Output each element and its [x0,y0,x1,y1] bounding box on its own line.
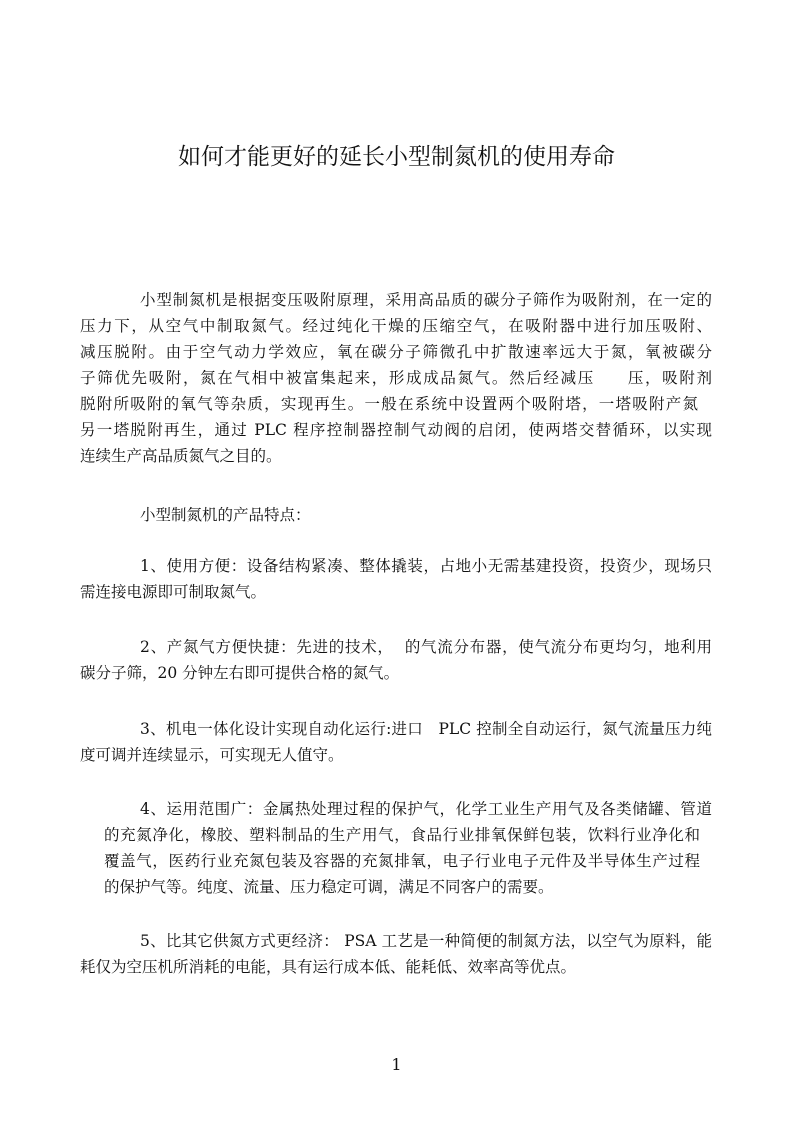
feature-line: 的保护气等。纯度、流量、压力稳定可调，满足不同客户的需要。 [104,878,554,896]
intro-line: 减压脱附。由于空气动力学效应，氧在碳分子筛微孔中扩散速率远大于氮，氧被碳分 [80,343,712,361]
intro-line: 小型制氮机是根据变压吸附原理，采用高品质的碳分子筛作为吸附剂，在一定的 [140,291,712,309]
feature-item-5 [80,928,712,980]
document-title: 如何才能更好的延长小型制氮机的使用寿命 [178,144,615,170]
page-number: 1 [391,1055,402,1074]
intro-line: 另一塔脱附再生，通过 PLC 程序控制器控制气动阀的启闭，使两塔交替循环，以实现 [80,421,712,439]
feature-item-2 [80,634,712,686]
features-heading: 小型制氮机的产品特点： [140,506,311,524]
feature-line: 1、使用方便：设备结构紧凑、整体撬装，占地小无需基建投资，投资少，现场只 [140,557,712,575]
intro-line: 子筛优先吸附，氮在气相中被富集起来，形成成品氮气。然后经减压 压，吸附剂 [80,369,712,387]
feature-line: 覆盖气，医药行业充氮包装及容器的充氮排氧，电子行业电子元件及半导体生产过程 [104,852,700,870]
feature-line: 度可调并连续显示，可实现无人值守。 [80,746,344,764]
intro-line: 压力下，从空气中制取氮气。经过纯化干燥的压缩空气，在吸附器中进行加压吸附、 [80,317,712,335]
feature-line: 碳分子筛，20 分钟左右即可提供合格的氮气。 [80,664,400,682]
feature-item-4 [80,796,712,900]
feature-line: 需连接电源即可制取氮气。 [80,583,267,601]
feature-line: 4、运用范围广：金属热处理过程的保护气，化学工业生产用气及各类储罐、管道 [140,800,712,818]
feature-item-3 [80,716,712,768]
feature-item-1 [80,553,712,605]
feature-line: 2、产氮气方便快捷：先进的技术， 的气流分布器，使气流分布更均匀，地利用 [140,638,712,656]
intro-line: 脱附所吸附的氧气等杂质，实现再生。一般在系统中设置两个吸附塔，一塔吸附产氮 [80,395,698,413]
intro-line: 连续生产高品质氮气之目的。 [80,447,282,465]
feature-line: 5、比其它供氮方式更经济： PSA 工艺是一种简便的制氮方法，以空气为原料，能 [140,932,712,950]
intro-paragraph [80,287,712,469]
features-heading-block [80,502,712,528]
feature-line: 的充氮净化，橡胶、塑料制品的生产用气，食品行业排氧保鲜包装，饮料行业净化和 [104,826,700,844]
feature-line: 耗仅为空压机所消耗的电能，具有运行成本低、能耗低、效率高等优点。 [80,958,577,976]
feature-line: 3、机电一体化设计实现自动化运行:进口 PLC 控制全自动运行，氮气流量压力纯 [140,720,712,738]
